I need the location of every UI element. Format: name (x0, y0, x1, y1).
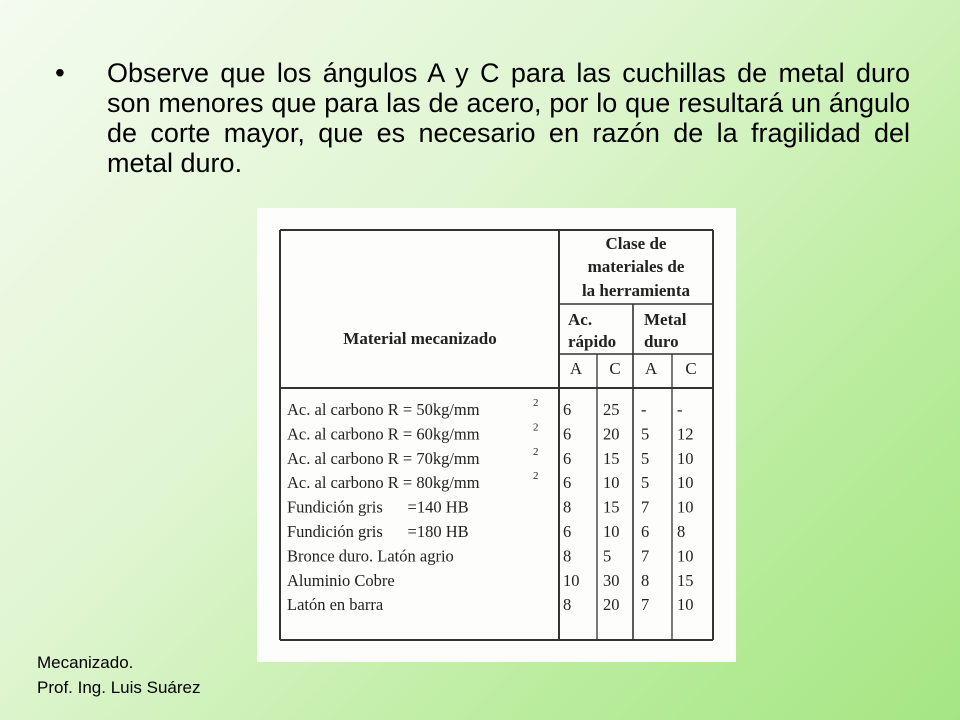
row-value-md-a: 5 (641, 473, 650, 493)
row-value-ac-c: 10 (603, 522, 620, 541)
row-value-md-a: 7 (641, 497, 650, 517)
row-value-ac-c: 15 (603, 448, 620, 468)
row-value-ac-a: 8 (563, 497, 572, 517)
row-material: Bronce duro. Latón agrio (287, 546, 454, 566)
row-value-ac-a: 6 (563, 424, 572, 444)
row-value-md-c: - (677, 400, 683, 419)
row-value-md-a: - (641, 400, 647, 419)
row-value-md-c: 10 (677, 546, 694, 566)
angle-label-ac-c: C (609, 359, 621, 378)
row-material: Ac. al carbono R = 60kg/mm (287, 424, 480, 444)
bullet-paragraph (55, 58, 910, 178)
table-row (287, 397, 683, 419)
row-value-md-a: 5 (641, 424, 650, 444)
header-clase-line2: materiales de (587, 257, 685, 276)
row-value-ac-c: 20 (603, 424, 620, 444)
row-value-ac-c: 5 (603, 546, 612, 566)
header-metal-line1: Metal (644, 310, 687, 329)
row-value-ac-c: 25 (603, 400, 620, 419)
header-ac-line1: Ac. (568, 310, 593, 329)
row-value-md-c: 10 (677, 497, 694, 517)
bullet-text: Observe que los ángulos A y C para las cuchillas de metal duro son menores que para las de acero, por lo que resultará un ángulo de corte mayor, que es necesario en razón de la fragilidad del metal duro. (107, 58, 910, 178)
scanned-table-image (257, 208, 736, 662)
row-value-ac-c: 15 (603, 497, 620, 517)
row-material: Ac. al carbono R = 70kg/mm (287, 448, 480, 468)
footer-author: Prof. Ing. Luis Suárez (37, 678, 201, 697)
header-clase-line1: Clase de (605, 234, 667, 253)
row-value-md-c: 10 (677, 473, 694, 493)
row-material-exponent: 2 (533, 397, 539, 409)
row-value-ac-a: 6 (563, 400, 572, 419)
row-value-ac-c: 20 (603, 595, 620, 615)
row-material: Ac. al carbono R = 50kg/mm (287, 400, 480, 419)
row-value-md-a: 5 (641, 448, 650, 468)
footer-course: Mecanizado. (37, 653, 134, 672)
row-value-md-a: 8 (641, 570, 650, 590)
row-material-exponent: 2 (533, 470, 539, 483)
row-value-md-c: 10 (677, 595, 694, 615)
bullet-marker: • (55, 57, 65, 88)
slide-footer (37, 650, 200, 700)
row-material: Ac. al carbono R = 80kg/mm (287, 473, 480, 493)
row-material-exponent: 2 (533, 445, 539, 458)
row-value-md-c: 10 (677, 448, 694, 468)
row-value-ac-a: 6 (563, 473, 572, 493)
row-value-md-a: 7 (641, 546, 650, 566)
row-material: Latón en barra (287, 595, 384, 615)
row-value-md-c: 15 (677, 570, 694, 590)
header-metal-line2: duro (644, 332, 679, 351)
row-value-ac-a: 8 (563, 546, 572, 566)
row-value-ac-a: 8 (563, 595, 572, 615)
angle-label-md-c: C (685, 359, 697, 378)
row-material-exponent: 2 (533, 421, 539, 434)
row-material: Fundición gris =180 HB (287, 522, 469, 541)
row-value-ac-c: 30 (603, 570, 620, 590)
row-value-ac-a: 10 (563, 570, 580, 590)
row-value-md-a: 7 (641, 595, 650, 615)
angle-label-ac-a: A (569, 359, 583, 378)
row-material: Aluminio Cobre (287, 570, 395, 590)
cutting-angles-table (257, 208, 736, 662)
header-clase-line3: la herramienta (581, 281, 691, 300)
row-value-md-a: 6 (641, 522, 650, 541)
row-material: Fundición gris =140 HB (287, 497, 469, 517)
header-ac-line2: rápido (568, 332, 617, 351)
row-value-md-c: 8 (677, 522, 686, 541)
row-value-ac-a: 6 (563, 448, 572, 468)
row-value-ac-a: 6 (563, 522, 572, 541)
row-value-ac-c: 10 (603, 473, 620, 493)
header-material: Material mecanizado (343, 329, 497, 348)
table-row (287, 522, 685, 541)
row-value-md-c: 12 (677, 424, 694, 444)
angle-label-md-a: A (644, 359, 658, 378)
